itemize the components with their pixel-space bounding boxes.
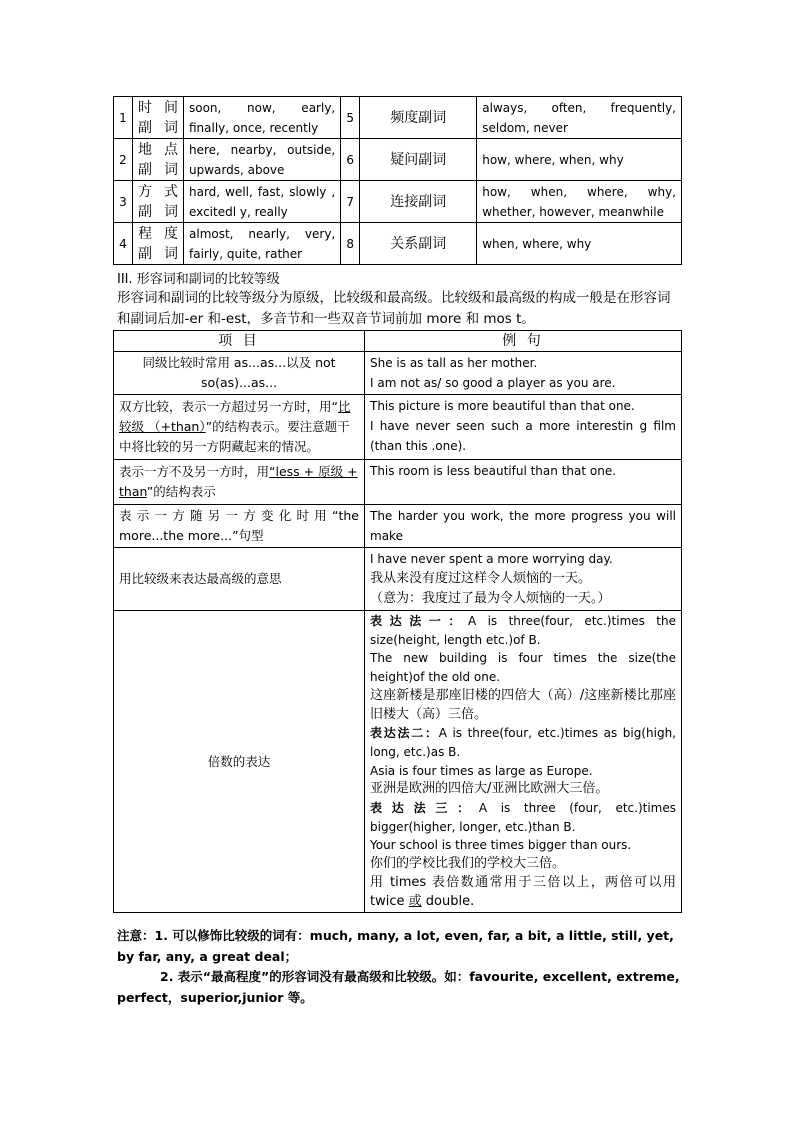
rule-text: 表示一方不及另一方时，用 (119, 464, 270, 479)
example-cell (365, 460, 682, 505)
method-one (370, 612, 676, 649)
table-row (114, 223, 682, 265)
example-cell (365, 611, 682, 913)
example-sentence: This room is less beautiful than that one. (370, 464, 617, 478)
method-text: A is three (four, etc.)times bigger(higher, longer, etc.)than B. (370, 801, 676, 834)
table-row (114, 395, 682, 460)
method-label: 表达法一： (370, 614, 468, 628)
example-sentence: Your school is three times bigger than ours. (370, 838, 632, 853)
adverb-examples: here, nearby, outside, upwards, above (184, 139, 341, 181)
method-label: 表达法三： (370, 801, 479, 816)
usage-note (370, 874, 676, 911)
example-cell (365, 505, 682, 548)
rule-text: ”的结构表示。要注意题干中将比较的另一方阴藏起来的情况。 (119, 419, 350, 454)
example-sentence: I have never seen such a more interestin g film (than this .one). (370, 419, 676, 453)
rule-formula: “less + 原级 + than (119, 464, 358, 499)
row-number: 7 (341, 181, 360, 223)
adverb-types-table (113, 96, 682, 265)
usage-note-underlined: 或 (408, 893, 422, 909)
adverb-examples: almost, nearly, very, fairly, quite, rather (184, 223, 341, 265)
example-sentence: This picture is more beautiful than that one. (370, 399, 635, 413)
column-header-example: 例 句 (365, 331, 682, 352)
note-two-text: 2. 表示“最高程度”的形容词没有最高级和比较级。如：favourite, excellent, extreme, perfect，superior,junior 等。 (117, 969, 680, 1005)
example-translation: 你们的学校比我们的学校大三倍。 (370, 856, 566, 872)
adverb-type: 疑问副词 (360, 139, 477, 181)
adverb-examples: how, where, when, why (477, 139, 682, 181)
example-cell (365, 395, 682, 460)
section-intro: 形容词和副词的比较等级分为原级，比较级和最高级。比较级和最高级的构成一般是在形容词和副词后加-er 和-est，多音节和一些双音节词前加 more 和 mos t。 (117, 290, 671, 327)
method-text: A is three(four, etc.)times the size(height, length etc.)of B. (370, 614, 676, 647)
method-three (370, 799, 676, 836)
adverb-examples: soon, now, early, finally, once, recently (184, 97, 341, 139)
table-row (114, 97, 682, 139)
example-sentence: I have never spent a more worrying day. (370, 552, 613, 566)
column-header-item: 项 目 (114, 331, 365, 352)
example-cell (365, 352, 682, 395)
example-sentence: The new building is four times the size(the height)of the old one. (370, 651, 676, 685)
example-translation: 我从来没有度过这样令人烦恼的一天。 (370, 571, 592, 586)
row-number: 4 (114, 223, 133, 265)
rule-text: 双方比较，表示一方超过另一方时，用“ (119, 399, 338, 414)
comparison-table (113, 330, 682, 913)
adverb-examples: when, where, why (477, 223, 682, 265)
example-cell (365, 548, 682, 611)
example-translation: （意为：我度过了最为令人烦恼的一天。） (370, 591, 611, 606)
method-label: 表达法二： (370, 726, 439, 741)
method-text: A is three(four, etc.)times as big(high, long, etc.)as B. (370, 726, 676, 759)
row-number: 3 (114, 181, 133, 223)
note-one: 注意：1. 可以修饰比较级的词有：much, many, a lot, even, far, a bit, a little, still, yet, by far, any, a great deal； (117, 928, 674, 964)
adverb-type: 地点副词 (133, 139, 184, 181)
example-translation: 这座新楼是那座旧楼的四倍大（高）/这座新楼比那座旧楼大（高）三倍。 (370, 687, 676, 722)
rule-formula: 比较级 （+than） (119, 399, 351, 434)
rule-cell (114, 460, 365, 505)
example-sentence: I am not as/ so good a player as you are. (370, 376, 616, 390)
table-row (114, 505, 682, 548)
adverb-type: 程度副词 (133, 223, 184, 265)
example-translation: 亚洲是欧洲的四倍大/亚洲比欧洲大三倍。 (370, 781, 609, 797)
example-sentence: Asia is four times as large as Europe. (370, 763, 593, 778)
note-two (117, 966, 682, 1008)
table-row (114, 460, 682, 505)
table-row (114, 139, 682, 181)
rule-cell: 表示一方随另一方变化时用“the more...the more...”句型 (114, 505, 365, 548)
adverb-examples: how, when, where, why, whether, however, meanwhile (477, 181, 682, 223)
usage-note-text: double. (421, 893, 475, 909)
adverb-type: 关系副词 (360, 223, 477, 265)
table-row (114, 181, 682, 223)
section-heading: III. 形容词和副词的比较等级 (117, 272, 280, 287)
table-header-row (114, 331, 682, 352)
example-sentence: She is as tall as her mother. (370, 356, 538, 370)
adverb-examples: always, often, frequently, seldom, never (477, 97, 682, 139)
row-number: 5 (341, 97, 360, 139)
rule-cell: 倍数的表达 (114, 611, 365, 913)
row-number: 8 (341, 223, 360, 265)
row-number: 1 (114, 97, 133, 139)
table-row (114, 611, 682, 913)
method-two (370, 724, 676, 761)
usage-note-text: 用 times 表倍数通常用于三倍以上，两倍可以用 twice (370, 874, 676, 909)
adverb-type: 方式副词 (133, 181, 184, 223)
rule-cell (114, 395, 365, 460)
row-number: 2 (114, 139, 133, 181)
rule-cell: 用比较级来表达最高级的意思 (114, 548, 365, 611)
rule-text: ”的结构表示 (146, 484, 216, 499)
row-number: 6 (341, 139, 360, 181)
adverb-type: 连接副词 (360, 181, 477, 223)
table-row (114, 352, 682, 395)
rule-cell: 同级比较时常用 as...as...以及 not so(as)...as... (114, 352, 365, 395)
table-row (114, 548, 682, 611)
adverb-type: 频度副词 (360, 97, 477, 139)
adverb-examples: hard, well, fast, slowly , excitedl y, really (184, 181, 341, 223)
adverb-type: 时间副词 (133, 97, 184, 139)
example-sentence: The harder you work, the more progress you will make (370, 509, 676, 543)
